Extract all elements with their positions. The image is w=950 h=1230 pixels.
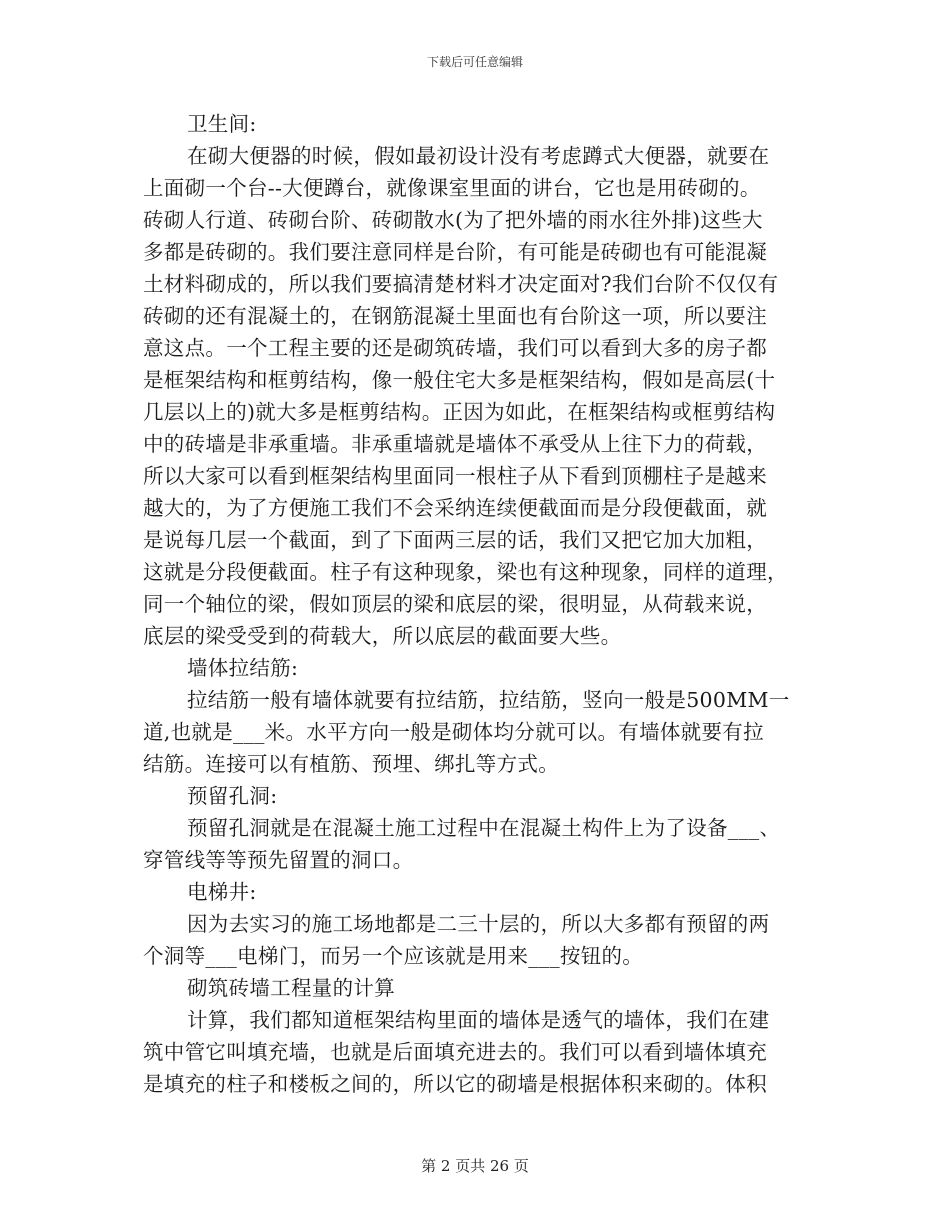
text-line: 砖砌人行道、砖砌台阶、砖砌散水(为了把外墙的雨水往外排)这些大 <box>143 208 763 232</box>
text-line: 是框架结构和框剪结构，像一般住宅大多是框架结构，假如是高层(十 <box>143 368 776 392</box>
text-line: 这就是分段便截面。柱子有这种现象，梁也有这种现象，同样的道理， <box>143 560 788 584</box>
text-line: 底层的梁受受到的荷载大，所以底层的截面要大些。 <box>143 624 622 648</box>
text-line: 计算，我们都知道框架结构里面的墙体是透气的墙体，我们在建 <box>187 1008 770 1032</box>
page-header: 下载后可任意编辑 <box>426 55 523 69</box>
page-number: 第 2 页共 26 页 <box>421 1157 529 1175</box>
text-line: 是填充的柱子和楼板之间的，所以它的砌墙是根据体积来砌的。体积 <box>143 1072 767 1096</box>
text-line: 拉结筋一般有墙体就要有拉结筋，拉结筋，竖向一般是500MM一 <box>187 688 790 712</box>
text-line: 结筋。连接可以有植筋、预埋、绑扎等方式。 <box>143 752 559 776</box>
text-line: 墙体拉结筋: <box>187 656 299 680</box>
text-line: 个洞等___电梯门，而另一个应该就是用来___按钮的。 <box>143 944 644 968</box>
text-line: 道,也就是___米。水平方向一般是砌体均分就可以。有墙体就要有拉 <box>143 720 764 744</box>
text-line: 电梯井: <box>187 880 257 904</box>
text-line: 土材料砌成的，所以我们要搞清楚材料才决定面对?我们台阶不仅仅有 <box>143 272 779 296</box>
text-line: 预留孔洞: <box>187 784 278 808</box>
text-line: 多都是砖砌的。我们要注意同样是台阶，有可能是砖砌也有可能混凝 <box>143 240 767 264</box>
text-line: 因为去实习的施工场地都是二三十层的，所以大多都有预留的两 <box>187 912 770 936</box>
text-line: 预留孔洞就是在混凝土施工过程中在混凝土构件上为了设备___、 <box>187 816 781 840</box>
text-line: 砖砌的还有混凝土的，在钢筋混凝土里面也有台阶这一项，所以要注 <box>143 304 767 328</box>
text-line: 卫生间: <box>187 112 257 136</box>
text-line: 是说每几层一个截面，到了下面两三层的话，我们又把它加大加粗， <box>143 528 767 552</box>
text-line: 同一个轴位的梁，假如顶层的梁和底层的梁，很明显，从荷载来说， <box>143 592 767 616</box>
text-line: 几层以上的)就大多是框剪结构。正因为如此，在框架结构或框剪结构 <box>143 400 776 424</box>
text-line: 穿管线等等预先留置的洞口。 <box>143 848 414 872</box>
text-line: 所以大家可以看到框架结构里面同一根柱子从下看到顶棚柱子是越来 <box>143 464 767 488</box>
text-line: 上面砌一个台--大便蹲台，就像课室里面的讲台，它也是用砖砌的。 <box>143 176 761 200</box>
text-line: 意这点。一个工程主要的还是砌筑砖墙，我们可以看到大多的房子都 <box>143 336 767 360</box>
text-line: 在砌大便器的时候，假如最初设计没有考虑蹲式大便器，就要在 <box>187 144 770 168</box>
text-line: 砌筑砖墙工程量的计算 <box>187 976 395 1000</box>
text-line: 越大的，为了方便施工我们不会采纳连续便截面而是分段便截面，就 <box>143 496 767 520</box>
document-body <box>143 108 807 1100</box>
text-line: 中的砖墙是非承重墙。非承重墙就是墙体不承受从上往下力的荷载， <box>143 432 767 456</box>
text-line: 筑中管它叫填充墙，也就是后面填充进去的。我们可以看到墙体填充 <box>143 1040 767 1064</box>
